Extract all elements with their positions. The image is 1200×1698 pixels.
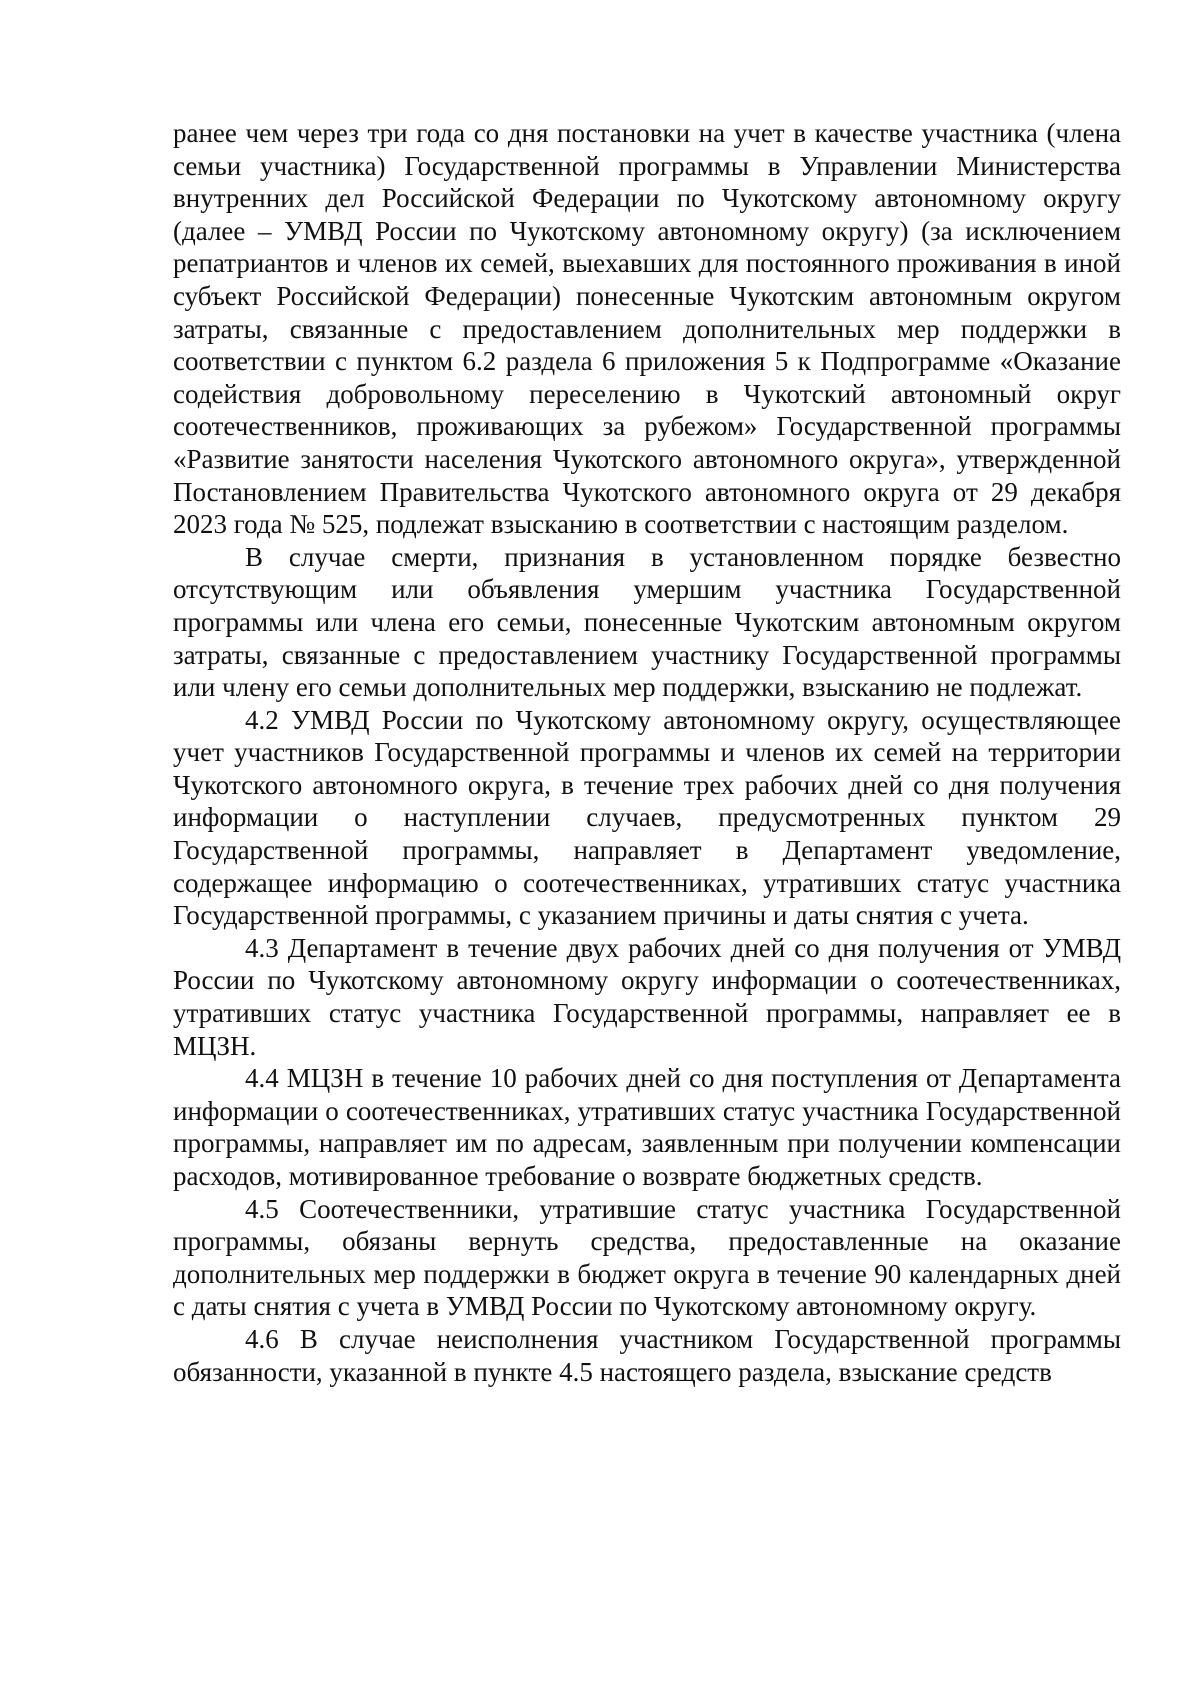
paragraph-4-6: 4.6 В случае неисполнения участником Государственной программы обязанности, указанной в пункте 4.5 настоящего раздела, взыскание средств bbox=[173, 1323, 1121, 1387]
paragraph-4-2: 4.2 УМВД России по Чукотскому автономному округу, осуществляющее учет участников Государственной программы и членов их семей на территории Чукотского автономного округа, в течение трех рабочих дней со дня получения информации о наступлении случаев, предусмотренных пунктом 29 Государственной программы, направляет в Департамент уведомление, содержащее информацию о соотечественниках, утративших статус участника Государственной программы, с указанием причины и даты снятия с учета. bbox=[173, 704, 1121, 931]
paragraph-death-case: В случае смерти, признания в установленном порядке безвестно отсутствующим или объявления умершим участника Государственной программы или члена его семьи, понесенные Чукотским автономным округом затраты, связанные с предоставлением участнику Государственной программы или члену его семьи дополнительных мер поддержки, взысканию не подлежат. bbox=[173, 541, 1121, 703]
paragraph-4-3: 4.3 Департамент в течение двух рабочих дней со дня получения от УМВД России по Чукотскому автономному округу информации о соотечественниках, утративших статус участника Государственной программы, направляет ее в МЦЗН. bbox=[173, 932, 1121, 1061]
document-body bbox=[173, 117, 1121, 1388]
paragraph-continuation: ранее чем через три года со дня постановки на учет в качестве участника (члена семьи участника) Государственной программы в Управлении Министерства внутренних дел Российской Федерации по Чукотскому автономному округу (далее – УМВД России по Чукотскому автономному округу) (за исключением репатриантов и членов их семей, выехавших для постоянного проживания в иной субъект Российской Федерации) понесенные Чукотским автономным округом затраты, связанные с предоставлением дополнительных мер поддержки в соответствии с пунктом 6.2 раздела 6 приложения 5 к Подпрограмме «Оказание содействия добровольному переселению в Чукотский автономный округ соотечественников, проживающих за рубежом» Государственной программы «Развитие занятости населения Чукотского автономного округа», утвержденной Постановлением Правительства Чукотского автономного округа от 29 декабря 2023 года № 525, подлежат взысканию в соответствии с настоящим разделом. bbox=[173, 118, 1121, 540]
paragraph-4-5: 4.5 Соотечественники, утратившие статус участника Государственной программы, обязаны вернуть средства, предоставленные на оказание дополнительных мер поддержки в бюджет округа в течение 90 календарных дней с даты снятия с учета в УМВД России по Чукотскому автономному округу. bbox=[173, 1193, 1121, 1322]
paragraph-4-4: 4.4 МЦЗН в течение 10 рабочих дней со дня поступления от Департамента информации о соотечественниках, утративших статус участника Государственной программы, направляет им по адресам, заявленным при получении компенсации расходов, мотивированное требование о возврате бюджетных средств. bbox=[173, 1063, 1121, 1191]
